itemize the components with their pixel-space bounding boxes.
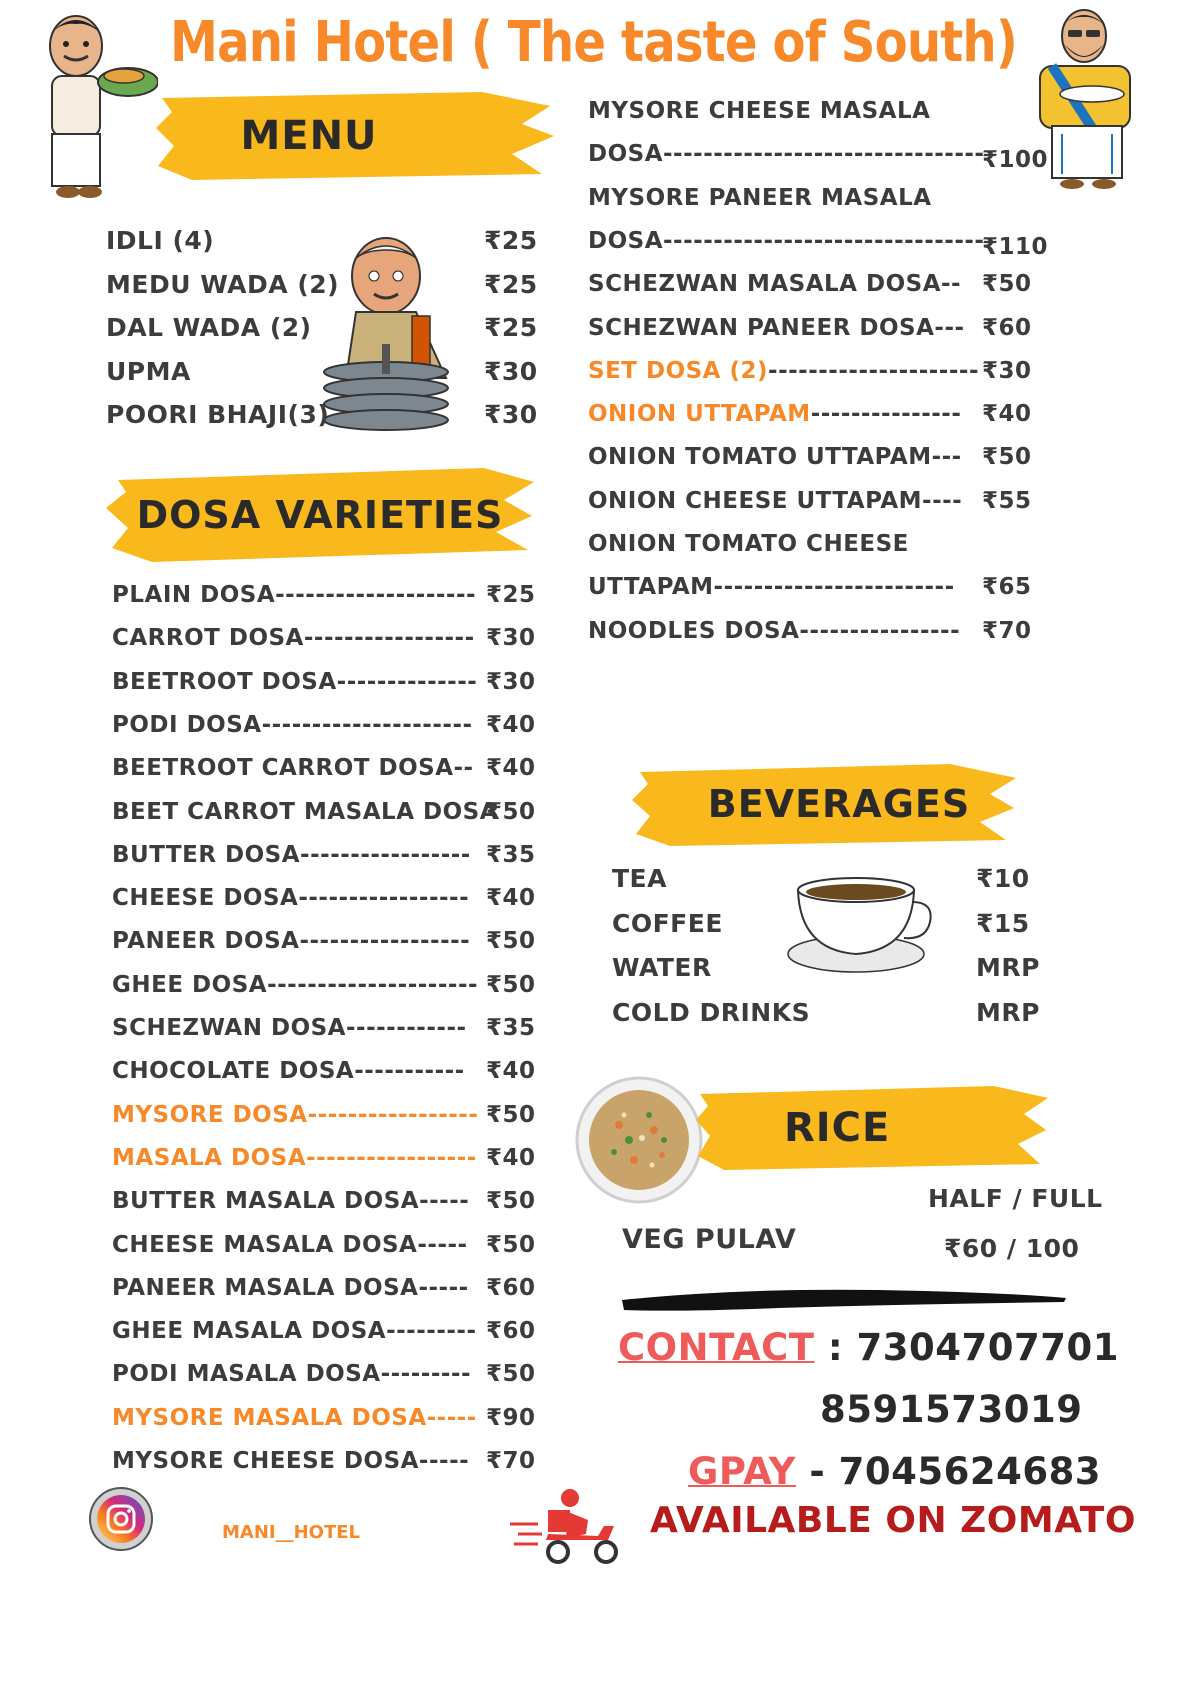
item-name: MYSORE CHEESE DOSA----- <box>112 1448 470 1474</box>
item-price: ₹30 <box>484 356 538 386</box>
item-price: ₹30 <box>486 625 536 652</box>
dosa-item <box>112 1318 540 1350</box>
dosa-item <box>588 358 1048 390</box>
dosa-item <box>112 1275 540 1307</box>
item-name: BEETROOT DOSA-------------- <box>112 668 478 695</box>
delivery-scooter-icon <box>508 1484 626 1568</box>
item-name: CARROT DOSA----------------- <box>112 625 475 652</box>
item-price: ₹50 <box>982 444 1032 471</box>
contact-phone-2[interactable]: 8591573019 <box>820 1388 1083 1431</box>
item-price: ₹50 <box>486 928 536 955</box>
item-name: ONION TOMATO CHEESE <box>588 531 909 557</box>
item-name: MEDU WADA (2) <box>106 269 340 299</box>
rice-size-header: HALF / FULL <box>928 1184 1103 1213</box>
menu-item <box>106 357 536 389</box>
contact-phone-1[interactable]: 7304707701 <box>856 1326 1119 1369</box>
item-price: ₹40 <box>486 885 536 912</box>
page-title: Mani Hotel ( The taste of South) <box>170 10 1017 75</box>
dosa-item <box>588 271 1048 303</box>
item-name: POORI BHAJI(3) <box>106 400 330 429</box>
item-name: SCHEZWAN DOSA------------ <box>112 1015 467 1041</box>
pulav-bowl-image <box>574 1070 704 1210</box>
item-price: ₹70 <box>486 1448 536 1474</box>
gpay-separator: - <box>795 1450 839 1493</box>
item-name: UTTAPAM------------------------ <box>588 574 955 601</box>
item-price: ₹70 <box>982 617 1032 644</box>
instagram-handle[interactable]: MANI__HOTEL <box>222 1522 361 1543</box>
item-price: ₹100 <box>982 147 1049 174</box>
item-name: UPMA <box>106 356 191 386</box>
item-price: ₹25 <box>484 269 538 299</box>
item-price: ₹50 <box>486 1361 536 1388</box>
item-name: NOODLES DOSA---------------- <box>588 617 961 644</box>
dosa-item <box>588 401 1048 433</box>
beverages-heading <box>630 758 1018 850</box>
dosa-item <box>588 315 1048 347</box>
item-name: DOSA-------------------------------- <box>588 227 985 254</box>
item-name: DOSA-------------------------------- <box>588 141 985 168</box>
item-price: ₹40 <box>486 1058 536 1085</box>
dosa-heading <box>104 462 536 568</box>
item-name: SCHEZWAN PANEER DOSA--- <box>588 314 965 341</box>
item-name: MYSORE CHEESE MASALA <box>588 98 931 124</box>
item-name: GHEE MASALA DOSA--------- <box>112 1318 477 1345</box>
menu-item <box>106 226 536 258</box>
menu-item <box>106 270 536 302</box>
item-name: MYSORE PANEER MASALA <box>588 184 932 211</box>
dosa-item <box>112 1145 540 1177</box>
item-name <box>588 358 979 384</box>
item-name-text: ONION UTTAPAM <box>588 401 811 428</box>
veg-pulav-price: ₹60 / 100 <box>944 1234 1080 1263</box>
dosa-item <box>112 582 540 614</box>
dosa-item <box>112 755 540 787</box>
item-name: PODI DOSA--------------------- <box>112 711 473 738</box>
item-name: MYSORE DOSA----------------- <box>112 1101 479 1128</box>
menu-heading-label: MENU <box>240 113 378 159</box>
item-name: CHEESE DOSA----------------- <box>112 885 470 912</box>
item-name: BEETROOT CARROT DOSA-- <box>112 755 474 782</box>
dosa-item <box>588 488 1048 520</box>
rice-heading <box>694 1080 1050 1176</box>
dosa-item <box>588 444 1048 476</box>
dosa-item <box>112 1361 540 1393</box>
dosa-item <box>588 574 1048 606</box>
beverages-heading-label: BEVERAGES <box>707 782 971 826</box>
item-price: ₹60 <box>486 1318 536 1345</box>
item-price: ₹50 <box>486 1188 536 1215</box>
item-price: ₹90 <box>486 1404 536 1431</box>
dosa-item <box>112 1188 540 1220</box>
dosa-item <box>588 98 1048 130</box>
dosa-heading-label: DOSA VARIETIES <box>136 493 504 537</box>
dosa-item <box>112 972 540 1004</box>
dosa-item <box>112 842 540 874</box>
item-price: ₹55 <box>982 487 1032 514</box>
contact-label: CONTACT <box>618 1326 815 1369</box>
item-name: BEET CARROT MASALA DOSA <box>112 798 499 825</box>
dosa-item <box>112 1058 540 1090</box>
item-name: GHEE DOSA--------------------- <box>112 971 479 998</box>
item-price: MRP <box>976 953 1040 982</box>
item-price: ₹35 <box>486 1015 536 1041</box>
item-price: ₹50 <box>982 271 1032 298</box>
gpay-number[interactable]: 7045624683 <box>838 1450 1102 1493</box>
item-name: BUTTER MASALA DOSA----- <box>112 1188 470 1215</box>
divider-stroke <box>618 1282 1070 1316</box>
item-name: PODI MASALA DOSA--------- <box>112 1361 472 1388</box>
gpay-line <box>688 1450 1101 1493</box>
item-name: COLD DRINKS <box>612 997 811 1027</box>
item-leader-dashes: --------------- <box>810 401 962 428</box>
dosa-item <box>112 1405 540 1437</box>
item-name: MASALA DOSA----------------- <box>112 1144 477 1171</box>
dosa-item <box>588 141 1048 173</box>
item-name: BUTTER DOSA----------------- <box>112 841 471 868</box>
item-price: ₹110 <box>982 233 1049 260</box>
item-name: COFFEE <box>612 908 723 938</box>
item-name: MYSORE MASALA DOSA----- <box>112 1404 477 1431</box>
menu-heading <box>152 84 556 188</box>
menu-item <box>106 313 536 345</box>
item-price: ₹15 <box>976 908 1030 938</box>
item-name: IDLI (4) <box>106 226 215 255</box>
menu-item <box>106 400 536 432</box>
item-price: ₹40 <box>486 755 536 782</box>
item-name: DAL WADA (2) <box>106 313 312 342</box>
item-price: ₹10 <box>976 864 1030 893</box>
dosa-item <box>112 1448 540 1480</box>
dosa-item <box>112 712 540 744</box>
dosa-item <box>112 1232 540 1264</box>
item-name: SCHEZWAN MASALA DOSA-- <box>588 271 962 298</box>
dosa-item <box>112 669 540 701</box>
gpay-label: GPAY <box>688 1450 796 1493</box>
beverage-item <box>612 909 1042 941</box>
item-price: ₹50 <box>486 971 536 998</box>
item-name: ONION TOMATO UTTAPAM--- <box>588 444 962 471</box>
item-price: ₹30 <box>982 357 1032 384</box>
beverage-item <box>612 864 1042 896</box>
dosa-item <box>588 618 1048 650</box>
item-name: CHOCOLATE DOSA----------- <box>112 1058 465 1085</box>
dosa-item <box>112 1102 540 1134</box>
dosa-item <box>112 799 540 831</box>
beverage-item <box>612 998 1042 1030</box>
item-name: ONION CHEESE UTTAPAM---- <box>588 487 963 514</box>
item-price: ₹40 <box>982 401 1032 428</box>
item-name <box>588 401 961 427</box>
chef-mascot-illustration <box>18 4 158 204</box>
item-price: ₹50 <box>486 798 536 825</box>
item-price: ₹65 <box>982 574 1032 601</box>
item-price: ₹25 <box>484 226 538 255</box>
item-name: PLAIN DOSA-------------------- <box>112 582 477 608</box>
item-name: PANEER DOSA----------------- <box>112 928 471 955</box>
dosa-item <box>112 1015 540 1047</box>
dosa-item <box>588 228 1048 260</box>
dosa-item <box>588 185 1048 217</box>
item-leader-dashes: --------------------- <box>768 357 979 384</box>
beverage-item <box>612 953 1042 985</box>
item-price: ₹50 <box>486 1231 536 1258</box>
veg-pulav-name: VEG PULAV <box>622 1224 797 1255</box>
item-price: ₹40 <box>486 1144 536 1171</box>
dosa-item <box>112 928 540 960</box>
dosa-item <box>112 885 540 917</box>
rice-heading-label: RICE <box>784 1105 891 1151</box>
item-name: CHEESE MASALA DOSA----- <box>112 1231 468 1258</box>
item-name: WATER <box>612 953 712 982</box>
item-price: ₹50 <box>486 1101 536 1128</box>
item-name-text: SET DOSA (2) <box>588 357 769 384</box>
contact-line <box>618 1326 1119 1369</box>
item-price: ₹60 <box>486 1274 536 1301</box>
item-price: ₹35 <box>486 841 536 868</box>
item-name: TEA <box>612 864 667 893</box>
item-price: ₹30 <box>484 400 538 429</box>
contact-separator: : <box>814 1326 857 1369</box>
item-price: ₹25 <box>484 313 538 342</box>
item-name: PANEER MASALA DOSA----- <box>112 1274 469 1301</box>
item-price: ₹30 <box>486 668 536 695</box>
item-price: ₹60 <box>982 314 1032 341</box>
item-price: MRP <box>976 997 1040 1027</box>
item-price: ₹40 <box>486 711 536 738</box>
dosa-item <box>588 531 1048 563</box>
zomato-availability[interactable]: AVAILABLE ON ZOMATO <box>650 1500 1136 1541</box>
dosa-item <box>112 625 540 657</box>
instagram-icon[interactable] <box>88 1486 154 1552</box>
item-price: ₹25 <box>486 582 536 608</box>
